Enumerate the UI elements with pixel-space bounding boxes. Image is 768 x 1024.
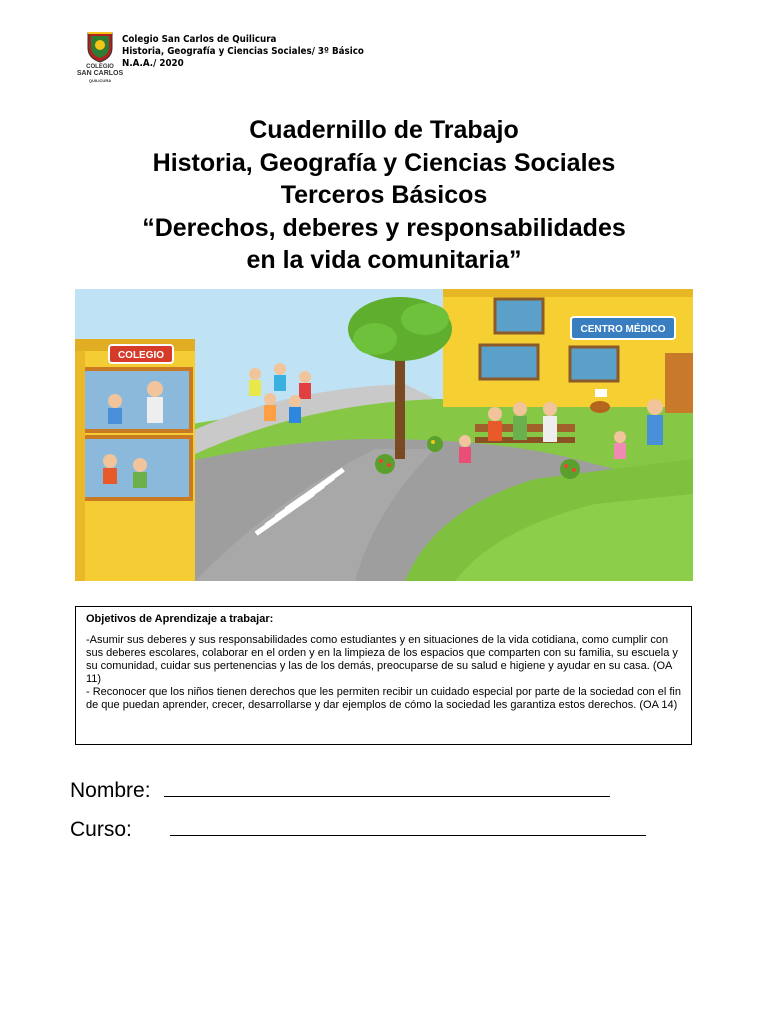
community-illustration (75, 289, 693, 581)
objectives-title: Objetivos de Aprendizaje a trabajar: (86, 613, 274, 625)
subject-line: Historia, Geografía y Ciencias Sociales/ 3º Básico (122, 46, 364, 57)
course-field (70, 815, 646, 842)
community-scene-image (75, 289, 693, 581)
title-line-4: “Derechos, deberes y responsabilidades (142, 213, 626, 242)
school-name: Colegio San Carlos de Quilicura (122, 34, 277, 45)
year-line: N.A.A./ 2020 (122, 58, 184, 69)
logo-text-city: QUILICURA (88, 78, 112, 83)
name-blank-line[interactable] (164, 776, 610, 797)
page-title (0, 114, 768, 277)
objective-oa11: -Asumir sus deberes y sus responsabilidades como estudiantes y en situaciones de la vida cotidiana, como cumplir con sus deberes escolares, colaborar en el orden y en la limpieza de los espacios que comparten con su familia, su escuela y su comunidad, cuidar sus pertenencias y las de los demás, preocuparse de su salud e higiene y ayudar en su casa. (OA 11) (86, 634, 678, 685)
school-logo (78, 30, 122, 82)
name-field (70, 776, 610, 803)
course-label: Curso: (70, 818, 132, 841)
document-header (78, 30, 478, 82)
name-label: Nombre: (70, 779, 151, 802)
title-line-3: Terceros Básicos (280, 181, 488, 209)
title-line-2: Historia, Geografía y Ciencias Sociales (152, 148, 616, 177)
title-line-5: en la vida comunitaria” (246, 246, 522, 274)
school-sign: COLEGIO (117, 350, 165, 361)
shield-icon (78, 30, 122, 64)
objective-oa14: - Reconocer que los niños tienen derechos que les permiten recibir un cuidado especial por parte de la sociedad con el fin de que puedan aprender, crecer, desarrollarse y dar ejemplos de cómo la sociedad les garantiza estos derechos. (OA 14) (86, 686, 681, 711)
logo-text-college: COLEGIO (86, 64, 114, 70)
title-line-1: Cuadernillo de Trabajo (249, 116, 519, 144)
learning-objectives-box (75, 606, 692, 745)
logo-text-name: SAN CARLOS (76, 70, 124, 77)
medical-center-sign: CENTRO MÉDICO (580, 324, 666, 335)
course-blank-line[interactable] (170, 815, 646, 836)
